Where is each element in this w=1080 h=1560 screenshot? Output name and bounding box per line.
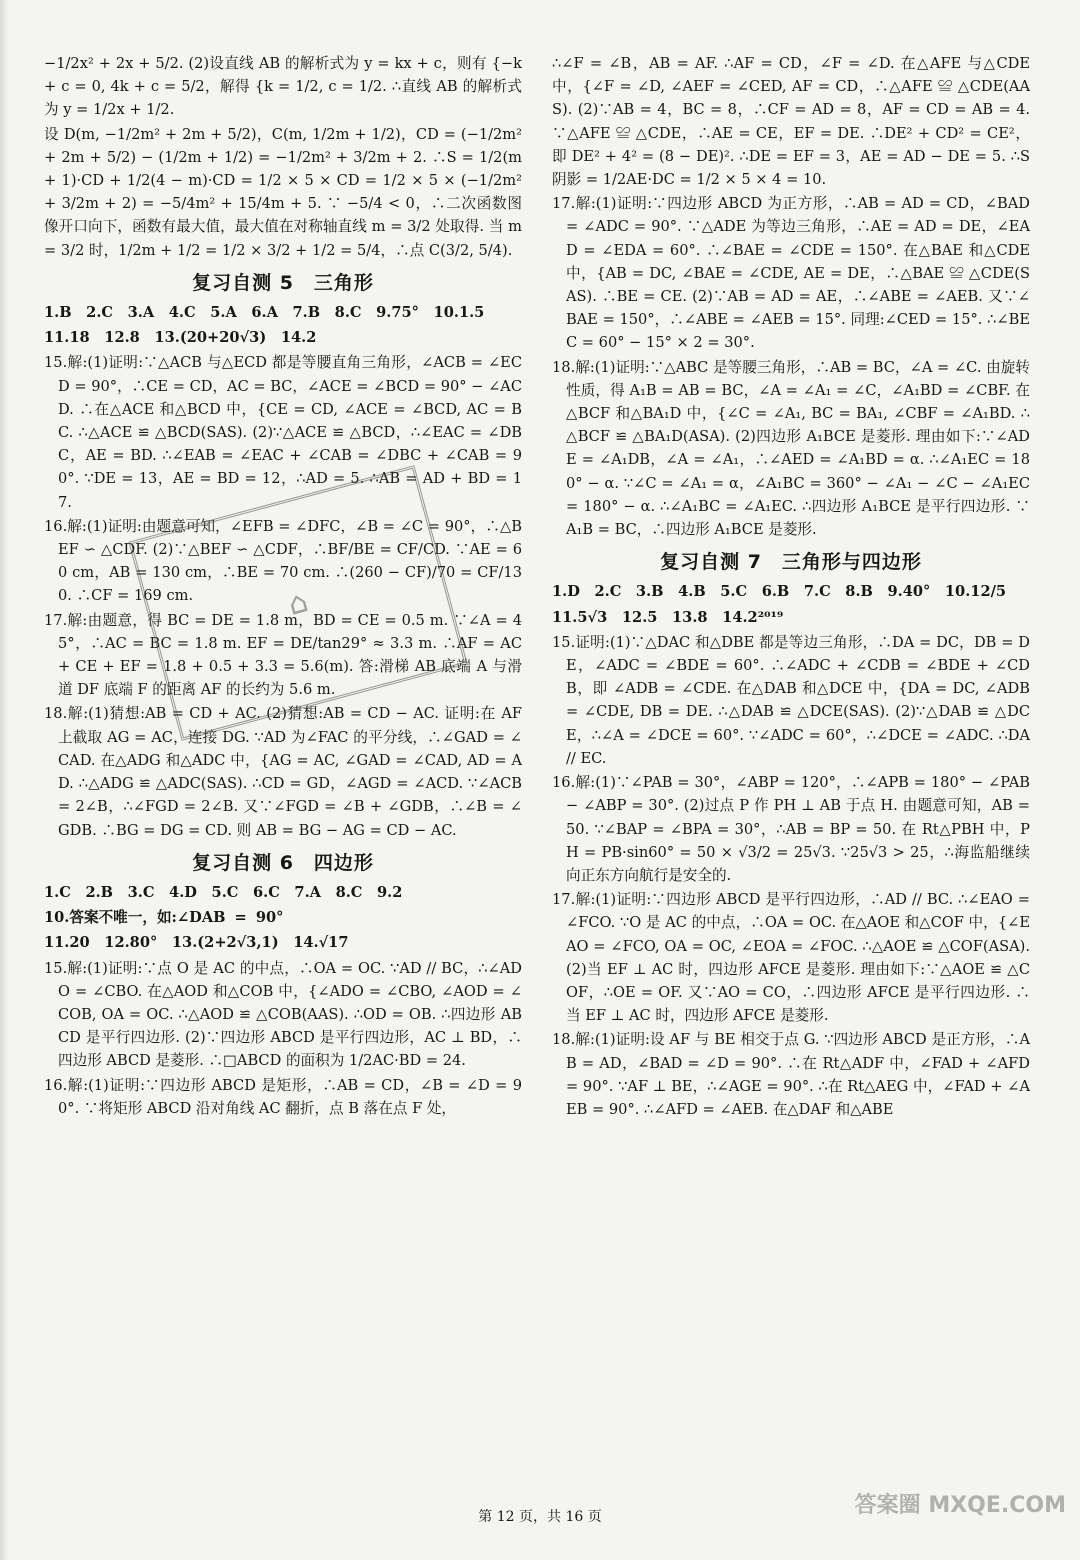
scan-edge [0,0,8,1560]
text-paragraph: ∴∠F = ∠B，AB = AF. ∴AF = CD，∠F = ∠D. 在△AFE 与△CDE 中，{∠F = ∠D, ∠AEF = ∠CED, AF = CD，∴△AFE ≌ △CDE(AAS). (2)∵AB = 4，BC = 8，∴CF = AD = 8，AF = CD = AB = 4. ∵△AFE ≌ △CDE，∴AE = CE，EF = DE. ∴DE² + CD² = CE²，即 DE² + 4² = (8 − DE)². ∴DE = EF = 3，AE = AD − DE = 5. ∴S阴影 = 1/2AE·DC = 1/2 × 5 × 4 = 10. [552,55,1030,189]
watermark-logo: 答案圈 MXQE.COM [854,1493,1066,1518]
section-title: 复习自测 7 三角形与四边形 [660,551,922,574]
text-paragraph: −1/2x² + 2x + 5/2. (2)设直线 AB 的解析式为 y = kx + c，则有 {−k + c = 0, 4k + c = 5/2，解得 {k = 1/2, c = 1/2. ∴直线 AB 的解析式为 y = 1/2x + 1/2. [44,55,522,119]
answer-line: 11.20 12.80° 13.(2+2√3,1) 14.√17 [44,934,349,952]
answer-line: 1.B 2.C 3.A 4.C 5.A 6.A 7.B 8.C 9.75° 10.1.5 [44,304,485,322]
question-solution: 18.解:(1)猜想:AB = CD + AC. (2)猜想:AB = CD − AC. 证明:在 AF 上截取 AG = AC，连接 DG. ∵AD 为∠FAC 的平分线，∴∠GAD = ∠CAD. 在△ADG 和△ADC 中，{AG = AC, ∠GAD = ∠CAD, AD = AD. ∴△ADG ≌ △ADC(SAS). ∴CD = GD，∠AGD = ∠ACD. ∵∠ACB = 2∠B，∴∠FGD = 2∠B. 又∵∠FGD = ∠B + ∠GDB，∴∠B = ∠GDB. ∴BG = DG = CD. 则 AB = BG − AG = CD − AC. [44,705,522,839]
question-solution: 17.解:由题意，得 BC = DE = 1.8 m，BD = CE = 0.5 m. ∵∠A = 45°，∴AC = BC = 1.8 m. EF = DE/tan29° ≈ 3.3 m. ∴AF = AC + CE + EF = 1.8 + 0.5 + 3.3 = 5.6(m). 答:滑梯 AB 底端 A 与滑道 DF 底端 F 的距离 AF 的长约为 5.6 m. [44,611,522,699]
answer-line: 11.18 12.8 13.(20+20√3) 14.2 [44,329,317,347]
answer-line: 1.C 2.B 3.C 4.D 5.C 6.C 7.A 8.C 9.2 [44,883,403,901]
question-solution: 17.解:(1)证明:∵四边形 ABCD 为正方形，∴AB = AD = CD，∠BAD = ∠ADC = 90°. ∵△ADE 为等边三角形，∴AE = AD = DE，∠EAD = ∠EDA = 60°. ∴∠BAE = ∠CDE = 150°. 在△BAE 和△CDE 中，{AB = DC, ∠BAE = ∠CDE, AE = DE，∴△BAE ≌ △CDE(SAS). ∴BE = CE. (2)∵AB = AD = AE，∴∠ABE = ∠AEB. 又∵∠BAE = 150°，∴∠ABE = ∠AEB = 15°. 同理:∠CED = 15°. ∴∠BEC = 60° − 15° × 2 = 30°. [552,195,1030,352]
section-title: 复习自测 5 三角形 [192,271,374,294]
question-solution: 15.解:(1)证明:∵点 O 是 AC 的中点，∴OA = OC. ∵AD // BC，∴∠ADO = ∠CBO. 在△AOD 和△COB 中，{∠ADO = ∠CBO, ∠AOD = ∠COB, OA = OC. ∴△AOD ≌ △COB(AAS). ∴OD = OB. ∴四边形 ABCD 是平行四边形. (2)∵四边形 ABCD 是平行四边形，AC ⊥ BD，∴四边形 ABCD 是菱形. ∴□ABCD 的面积为 1/2AC·BD = 24. [44,959,522,1070]
question-solution: 15.证明:(1)∵△DAC 和△DBE 都是等边三角形，∴DA = DC，DB = DE，∠ADC = ∠BDE = 60°. ∴∠ADC + ∠CDB = ∠BDE + ∠CDB，即 ∠ADB = ∠CDE. 在△DAB 和△DCE 中，{DA = DC, ∠ADB = ∠CDE, DB = DE. ∴△DAB ≌ △DCE(SAS). (2)∵△DAB ≌ △DCE，∴∠A = ∠DCE = 60°. ∵∠ADC = 60°，∴∠DCE = ∠ADC. ∴DA // EC. [552,633,1030,767]
question-solution: 18.解:(1)证明:设 AF 与 BE 相交于点 G. ∵四边形 ABCD 是正方形，∴AB = AD，∠BAD = ∠D = 90°. ∴在 Rt△ADF 中，∠FAD + ∠AFD = 90°. ∵AF ⊥ BE，∴∠AGE = 90°. ∴在 Rt△AEG 中，∠FAD + ∠AEB = 90°. ∴∠AFD = ∠AEB. 在△DAF 和△ABE [552,1031,1030,1118]
question-solution: 18.解:(1)证明:∵△ABC 是等腰三角形，∴AB = BC，∠A = ∠C. 由旋转性质，得 A₁B = AB = BC，∠A = ∠A₁ = ∠C，∠A₁BD = ∠CBF. 在△BCF 和△BA₁D 中，{∠C = ∠A₁, BC = BA₁, ∠CBF = ∠A₁BD. ∴△BCF ≌ △BA₁D(ASA). (2)四边形 A₁BCE 是菱形. 理由如下:∵∠ADE = ∠A₁DB，∠A = ∠A₁，∴∠AED = ∠A₁BD = α. ∴∠A₁EC = 180° − α. ∵∠C = ∠A₁ = α，∠A₁BC = 360° − ∠A₁ − ∠C − ∠A₁EC = 180° − α. ∴∠A₁BC = ∠A₁EC. ∴四边形 A₁BCE 是平行四边形. ∵A₁B = BC，∴四边形 A₁BCE 是菱形. [552,358,1030,539]
page-number: 第 12 页，共 16 页 [478,1509,602,1525]
question-solution: 16.解:(1)证明:由题意可知，∠EFB = ∠DFC，∠B = ∠C = 90°，∴△BEF ∽ △CDF. (2)∵△BEF ∽ △CDF，∴BF/BE = CF/CD. ∵AE = 60 cm，AB = 130 cm，∴BE = 70 cm. ∴(260 − CF)/70 = CF/130. ∴CF = 169 cm. [44,517,522,605]
answer-line: 10.答案不唯一，如:∠DAB = 90° [44,909,284,927]
answer-line: 11.5√3 12.5 13.8 14.2²⁰¹⁹ [552,608,784,626]
stamp-icon: ⌂ [128,465,467,741]
question-solution: 16.解:(1)证明:∵四边形 ABCD 是矩形，∴AB = CD，∠B = ∠D = 90°. ∵将矩形 ABCD 沿对角线 AC 翻折，点 B 落在点 F 处， [44,1076,522,1117]
question-solution: 17.解:(1)证明:∵四边形 ABCD 是平行四边形，∴AD // BC. ∴∠EAO = ∠FCO. ∵O 是 AC 的中点，∴OA = OC. 在△AOE 和△COF 中，{∠EAO = ∠FCO, OA = OC, ∠EOA = ∠FOC. ∴△AOE ≌ △COF(ASA). (2)当 EF ⊥ AC 时，四边形 AFCE 是菱形. 理由如下:∵△AOE ≌ △COF，∴OE = OF. 又∵AO = CO，∴四边形 AFCE 是平行四边形. ∴当 EF ⊥ AC 时，四边形 AFCE 是菱形. [552,891,1030,1025]
answer-line: 1.D 2.C 3.B 4.B 5.C 6.B 7.C 8.B 9.40° 10.12/5 [552,583,1007,601]
section-title: 复习自测 6 四边形 [192,851,374,874]
text-paragraph: 设 D(m, −1/2m² + 2m + 5/2)，C(m, 1/2m + 1/2)，CD = (−1/2m² + 2m + 5/2) − (1/2m + 1/2) = −1/2m² + 3/2m + 2. ∴S = 1/2(m + 1)·CD + 1/2(4 − m)·CD = 1/2 × 5 × CD = 1/2 × 5 × (−1/2m² + 3/2m + 2) = −5/4m² + 15/4m + 5. ∵ −5/4 < 0，∴二次函数图像开口向下，函数有最大值，最大值在对称轴直线 m = 3/2 处取得. 当 m = 3/2 时，1/2m + 1/2 = 1/2 × 3/2 + 1/2 = 5/4，∴点 C(3/2, 5/4). [44,125,522,259]
right-column [552,52,1030,1122]
question-solution: 16.解:(1)∵∠PAB = 30°，∠ABP = 120°，∴∠APB = 180° − ∠PAB − ∠ABP = 30°. (2)过点 P 作 PH ⊥ AB 于点 H. 由题意可知，AB = 50. ∵∠BAP = ∠BPA = 30°，∴AB = BP = 50. 在 Rt△PBH 中，PH = PB·sin60° = 50 × √3/2 = 25√3. ∵25√3 > 25，∴海监船继续向正东方向航行是安全的. [552,774,1030,884]
question-solution: 15.解:(1)证明:∵△ACB 与△ECD 都是等腰直角三角形，∠ACB = ∠ECD = 90°，∴CE = CD，AC = BC，∠ACE = ∠BCD = 90° − ∠ACD. ∴在△ACE 和△BCD 中，{CE = CD, ∠ACE = ∠BCD, AC = BC. ∴△ACE ≌ △BCD(SAS). (2)∵△ACE ≌ △BCD，∴∠EAC = ∠DBC，AE = BD. ∴∠EAB = ∠EAC + ∠CAB = ∠DBC + ∠CAB = 90°. ∵DE = 13，AE = BD = 12，∴AD = 5. ∴AB = AD + BD = 17. [44,354,523,511]
